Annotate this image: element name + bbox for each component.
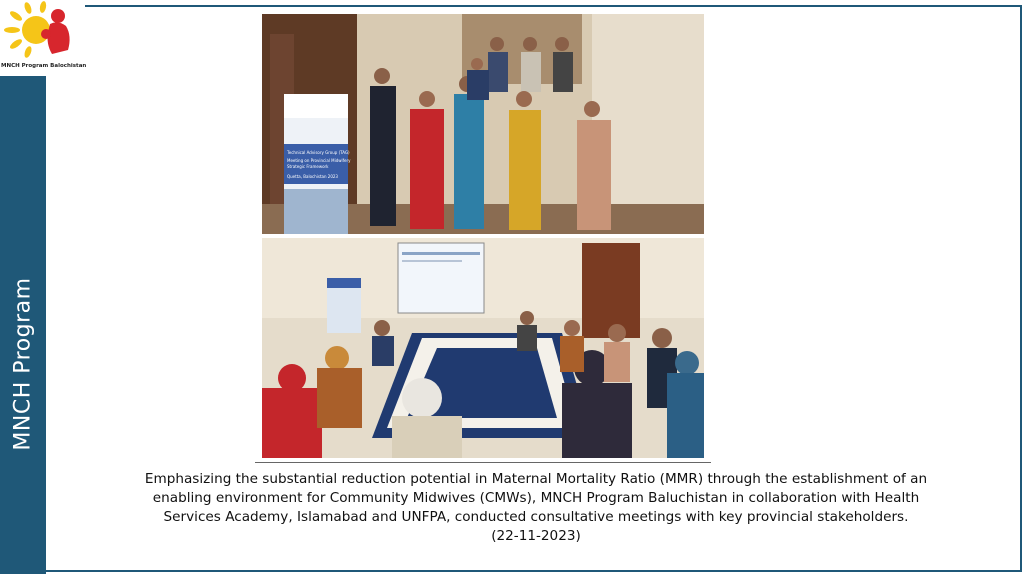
meeting-photo-image [262,238,704,458]
logo-caption: MNCH Program Balochistan [1,63,87,69]
caption-divider [255,462,711,463]
group-photo-image [262,14,704,234]
sidebar-title: MNCH Program [10,277,36,451]
sun-mother-child-icon [2,0,82,62]
meeting-photo [262,238,704,458]
banner-line4: Quetta, Balochistan 2023 [287,174,338,179]
caption [60,470,1012,546]
caption-line2: enabling environment for Community Midwives (CMWs), MNCH Program Baluchistan in collaboration with Health [152,490,920,506]
group-photo [262,14,704,234]
sidebar [0,76,46,574]
frame-right-border [1020,5,1022,572]
program-logo [0,0,90,76]
caption-date: (22-11-2023) [491,528,581,544]
banner-line3: Strategic Framework [287,164,329,169]
banner-line2: Meeting on Provincial Midwifery [287,158,351,163]
caption-line1: Emphasizing the substantial reduction potential in Maternal Mortality Ratio (MMR) through the establishment of an [144,471,928,487]
frame-top-border [85,5,1022,7]
frame-bottom-border [46,570,1022,572]
banner-line1: Technical Advisory Group (TAG) [287,150,350,155]
caption-line3: Services Academy, Islamabad and UNFPA, conducted consultative meetings with key provincial stakeholders. [163,509,909,525]
